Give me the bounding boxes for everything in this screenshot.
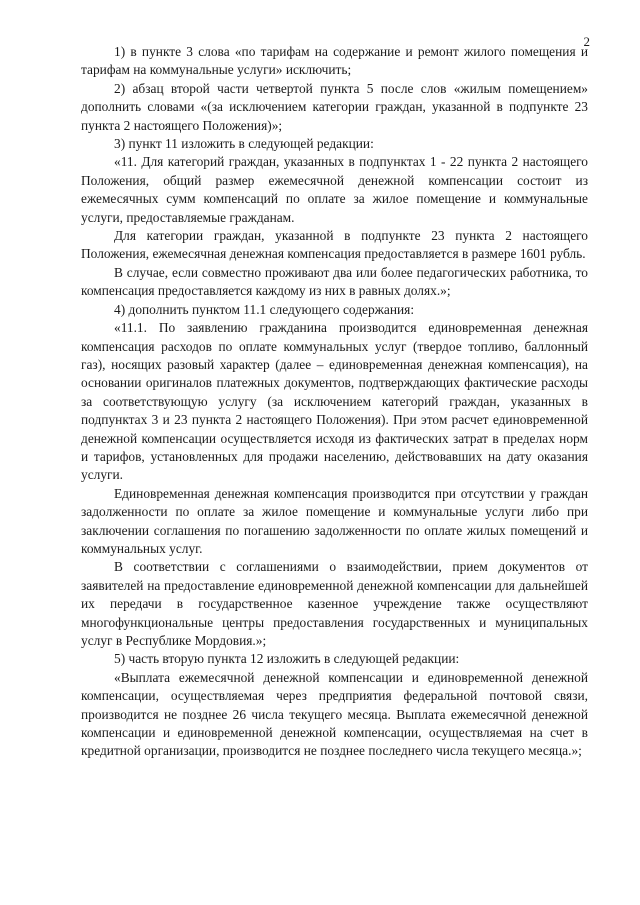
paragraph: Единовременная денежная компенсация производится при отсутствии у граждан задолженности по оплате за жилое помещение и коммунальные услуги либо при заключении соглашения по погашению задолженности по оплате жилых помещений и коммунальных услуг. [81,485,588,556]
paragraph: «11.1. По заявлению гражданина производится единовременная денежная компенсация расходов по оплате коммунальных услуг (твердое топливо, баллонный газ), носящих разовый характер (далее – единовременная денежная компенсация), на основании оригиналов платежных документов, подтверждающих фактические расходы за соответствующую услугу (за исключением категорий граждан, указанных в подпунктах 3 и 23 пункта 2 настоящего Положения). При этом расчет единовременной денежной компенсации осуществляется исходя из фактических затрат в пределах норм и тарифов, установленных для продажи населению, действовавших на дату оказания услуги. [81,320,588,483]
paragraph: 1) в пункте 3 слова «по тарифам на содержание и ремонт жилого помещения и тарифам на коммунальные услуги» исключить; [81,44,588,78]
document-body [81,43,588,761]
paragraph: В соответствии с соглашениями о взаимодействии, прием документов от заявителей на предоставление единовременной денежной компенсации для дальнейшей их передачи в государственное казенное учреждение также осуществляют многофункциональные центры предоставления государственных и муниципальных услуг в Республике Мордовия.»; [81,559,588,648]
page-number: 2 [583,34,590,49]
paragraph: 2) абзац второй части четвертой пункта 5 после слов «жилым помещением» дополнить словами «(за исключением категории граждан, указанной в подпункте 23 пункта 2 настоящего Положения)»; [81,80,588,133]
paragraph: 5) часть вторую пункта 12 изложить в следующей редакции: [114,651,460,667]
paragraph: «11. Для категорий граждан, указанных в подпунктах 1 - 22 пункта 2 настоящего Положения, общий размер ежемесячной денежной компенсации состоит из ежемесячных сумм компенсаций по оплате за жилое помещение и коммунальные услуги, предоставляемые гражданам. [81,154,588,225]
paragraph: «Выплата ежемесячной денежной компенсации и единовременной денежной компенсации, осуществляемая через предприятия федеральной почтовой связи, производится не позднее 26 числа текущего месяца. Выплата ежемесячной денежной компенсации и единовременной денежной компенсации, осуществляемая на счет в кредитной организации, производится не позднее последнего числа текущего месяца.»; [81,669,588,759]
paragraph: Для категории граждан, указанной в подпункте 23 пункта 2 настоящего Положения, ежемесячная денежная компенсация предоставляется в размере 1601 рубль. [81,228,588,262]
paragraph: 4) дополнить пунктом 11.1 следующего содержания: [114,301,415,317]
paragraph: 3) пункт 11 изложить в следующей редакции: [114,136,374,152]
paragraph: В случае, если совместно проживают два или более педагогических работника, то компенсация предоставляется каждому из них в равных долях.»; [81,264,588,299]
